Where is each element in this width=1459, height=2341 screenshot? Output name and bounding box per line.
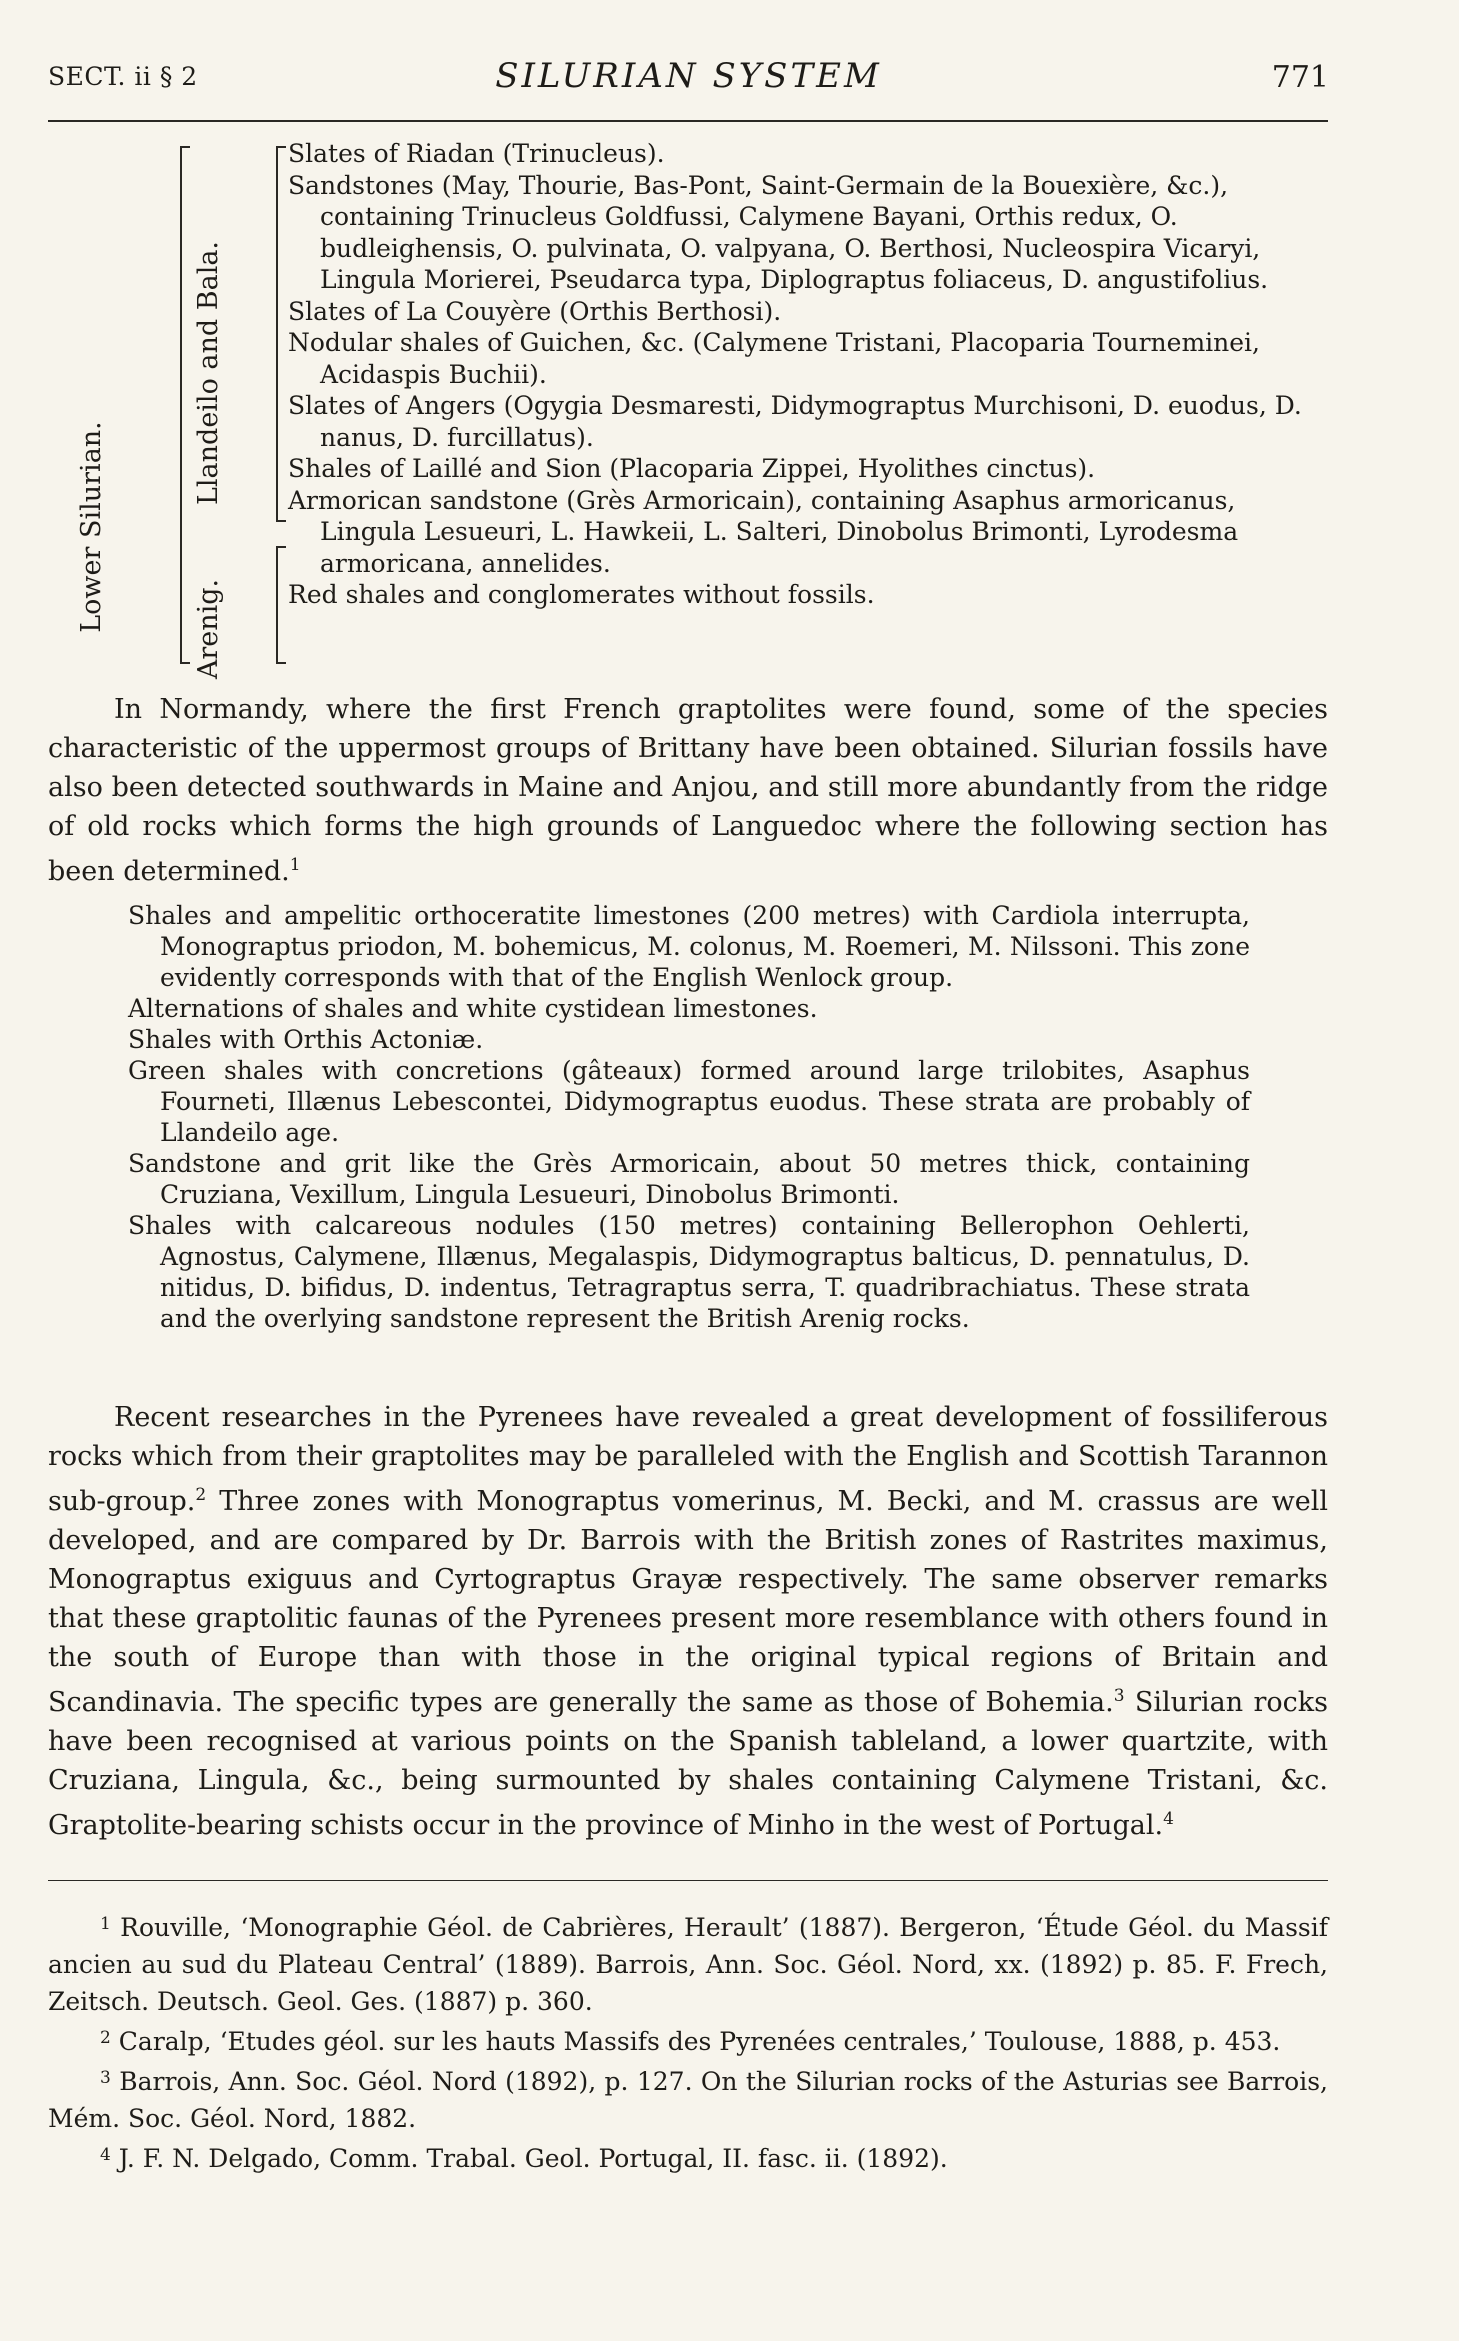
paragraph-text: In Normandy, where the first French graptolites were found, some of the species characteristic of the uppermost groups of Brittany have been obtained. Silurian fossils have also been detected southwards in Maine and Anjou, and still more abundantly from the ridge of old rocks which forms the high grounds of Languedoc where the following section has been determined.	[48, 694, 1328, 887]
section-item: Sandstone and grit like the Grès Armoricain, about 50 metres thick, containing Cruziana, Vexillum, Lingula Lesueuri, Dinobolus Brimonti.	[128, 1149, 1250, 1209]
stratum-item: Slates of La Couyère (Orthis Berthosi).	[288, 296, 782, 326]
section-item: Shales with calcareous nodules (150 metres) containing Bellerophon Oehlerti, Agnostus, Calymene, Illænus, Megalaspis, Didymograptus balticus, D. pennatulus, D. nitidus, D. bifidus, D. indentus, Tetragraptus serra, T. quadribrachiatus. These strata and the overlying sandstone represent the British Arenig rocks.	[128, 1211, 1250, 1333]
stratum-item: Shales of Laillé and Sion (Placoparia Zippei, Hyolithes cinctus).	[288, 454, 1096, 483]
footnote-text: Caralp, ‘Etudes géol. sur les hauts Massifs des Pyrenées centrales,’ Toulouse, 1888, p. 453.	[118, 2027, 1281, 2056]
strata-list	[288, 138, 1318, 611]
paragraph-text: Silurian rocks have been recognised at various points on the Spanish tableland, a lower quartzite, with Cruziana, Lingula, &c., being surmounted by shales containing Calymene Tristani, &c. Graptolite-bearing schists occur in the province of Minho in the west of Portugal.	[48, 1687, 1328, 1841]
paragraph-pyrenees	[48, 1398, 1328, 1845]
footnote-text: Rouville, ‘Monographie Géol. de Cabrières, Herault’ (1887). Bergeron, ‘Étude Géol. du Massif ancien au sud du Plateau Central’ (1889). Barrois, Ann. Soc. Géol. Nord, xx. (1892) p. 85. F. Frech, Zeitsch. Deutsch. Geol. Ges. (1887) p. 360.	[48, 1913, 1328, 2016]
stratum-item: Slates of Angers (Ogygia Desmaresti, Didymograptus Murchisoni, D. euodus, D. nanus, D. furcillatus).	[288, 391, 1302, 452]
lower-silurian-brace	[180, 146, 182, 664]
page-title: SILURIAN SYSTEM	[495, 56, 882, 96]
arenig-brace	[276, 546, 278, 664]
footnote	[48, 2020, 1328, 2060]
stratum-item: Red shales and conglomerates without fossils.	[288, 580, 875, 609]
brace-tip	[276, 520, 286, 522]
brace-tip	[276, 146, 286, 148]
footnote-reference: 4	[1163, 1809, 1174, 1829]
brace-tip	[180, 146, 190, 148]
footnote-mark: 4	[100, 2145, 111, 2165]
brace-tip	[276, 662, 286, 664]
footnote-text: Barrois, Ann. Soc. Géol. Nord (1892), p. 127. On the Silurian rocks of the Asturias see Barrois, Mém. Soc. Géol. Nord, 1882.	[48, 2067, 1328, 2133]
stratum-item: Armorican sandstone (Grès Armoricain), containing Asaphus armoricanus, Lingula Lesueuri, L. Hawkeii, L. Salteri, Dinobolus Brimonti, Lyrodesma armoricana, annelides.	[288, 485, 1239, 578]
footnote-reference: 3	[1113, 1686, 1125, 1706]
footnote-mark: 3	[100, 2068, 111, 2088]
running-head	[48, 52, 1329, 102]
footnote-reference: 1	[289, 855, 301, 875]
footnote	[48, 2137, 1328, 2177]
section-reference: SECT. ii § 2	[48, 62, 198, 91]
footnote-rule	[48, 1880, 1328, 1881]
stratum-item: Slates of Riadan (Trinucleus).	[288, 139, 665, 168]
section-item: Green shales with concretions (gâteaux) formed around large trilobites, Asaphus Fourneti, Illænus Lebescontei, Didymograptus euodus. These strata are probably of Llandeilo age.	[128, 1056, 1250, 1147]
footnote	[48, 1906, 1328, 2020]
section-item: Alternations of shales and white cystidean limestones.	[128, 994, 818, 1023]
brace-tip	[276, 546, 286, 548]
footnote-text: J. F. N. Delgado, Comm. Trabal. Geol. Portugal, II. fasc. ii. (1892).	[118, 2144, 948, 2173]
llandeilo-bala-brace	[276, 146, 278, 522]
section-item: Shales and ampelitic orthoceratite limestones (200 metres) with Cardiola interrupta, Monograptus priodon, M. bohemicus, M. colonus, M. Roemeri, M. Nilssoni. This zone evidently corresponds with that of the English Wenlock group.	[128, 901, 1250, 992]
footnote-reference: 2	[195, 1485, 207, 1505]
footnote	[48, 2060, 1328, 2137]
strata-table	[76, 138, 1328, 680]
footnotes	[48, 1906, 1328, 2177]
header-rule	[48, 120, 1328, 122]
stratum-item: Sandstones (May, Thourie, Bas-Pont, Saint-Germain de la Bouexière, &c.), containing Trinucleus Goldfussi, Calymene Bayani, Orthis redux, O. budleighensis, O. pulvinata, O. valpyana, O. Berthosi, Nucleospira Vicaryi, Lingula Morierei, Pseudarca typa, Diplograptus foliaceus, D. angustifolius.	[288, 170, 1269, 294]
footnote-mark: 2	[100, 2028, 111, 2048]
lower-silurian-label: Lower Silurian.	[76, 421, 107, 633]
brace-tip	[180, 662, 190, 664]
paragraph-normandy	[48, 690, 1328, 891]
stratum-item: Nodular shales of Guichen, &c. (Calymene Tristani, Placoparia Tourneminei, Acidaspis Buchii).	[288, 328, 1260, 389]
languedoc-section-list	[128, 900, 1250, 1334]
footnote-mark: 1	[100, 1914, 111, 1934]
paragraph-text: Recent researches in the Pyrenees have revealed a great development of fossiliferous rocks which from their graptolites may be paralleled with the English and Scottish Tarannon sub-group.	[48, 1402, 1328, 1517]
paragraph-text: Three zones with Monograptus vomerinus, M. Becki, and M. crassus are well developed, and are compared by Dr. Barrois with the British zones of Rastrites maximus, Monograptus exiguus and Cyrtograptus Grayæ respectively. The same observer remarks that these graptolitic faunas of the Pyrenees present more resemblance with others found in the south of Europe than with those in the original typical regions of Britain and Scandinavia. The specific types are generally the same as those of Bohemia.	[48, 1486, 1328, 1718]
page-number: 771	[1271, 60, 1329, 95]
section-item: Shales with Orthis Actoniæ.	[128, 1025, 484, 1054]
llandeilo-bala-label: Llandeilo and Bala.	[193, 240, 224, 506]
arenig-label: Arenig.	[193, 578, 224, 680]
